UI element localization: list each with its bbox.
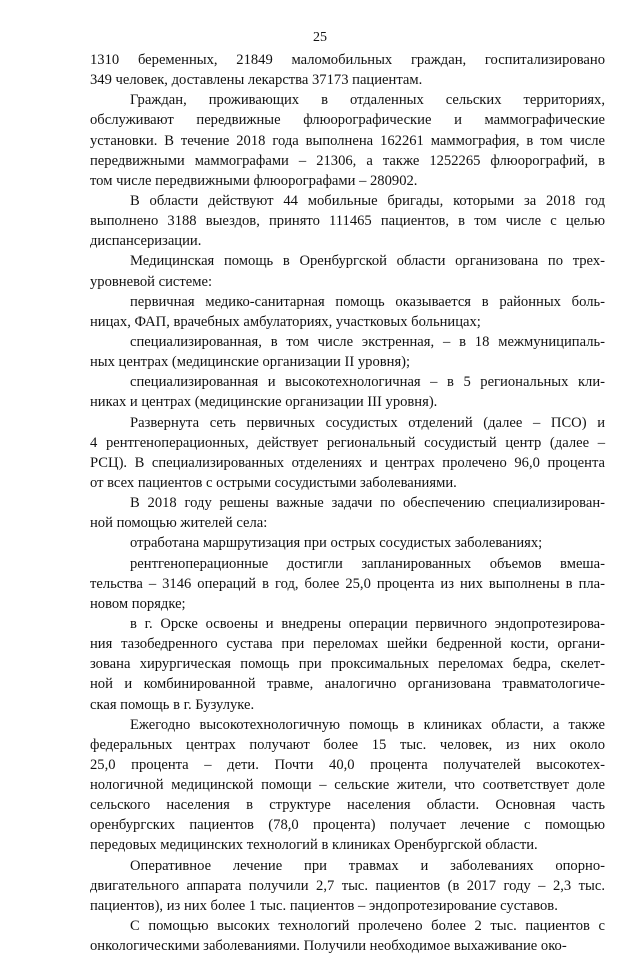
- text-line: никах и центрах (медицинские организации III уровня).: [90, 394, 438, 411]
- text-line: 25,0 процента – дети. Почти 40,0 процента получателей высокотех-: [90, 756, 605, 773]
- paragraph: [90, 191, 605, 251]
- text-line: от всех пациентов с острыми сосудистыми заболеваниями.: [90, 474, 457, 491]
- text-line: Ежегодно высокотехнологичную помощь в клиниках области, а также: [130, 716, 605, 733]
- paragraph: [90, 533, 605, 553]
- text-line: двигательного аппарата получили 2,7 тыс. пациентов (в 2017 году – 2,3 тыс.: [90, 877, 605, 894]
- text-line: С помощью высоких технологий пролечено более 2 тыс. пациентов с: [130, 918, 605, 935]
- text-line: передвижными маммографами – 21306, а также 1252265 флюорографий, в: [90, 152, 605, 169]
- text-line: Граждан, проживающих в отдаленных сельских территориях,: [130, 92, 605, 109]
- text-line: обслуживают передвижные флюорографические и маммографические: [90, 112, 605, 129]
- text-line: первичная медико-санитарная помощь оказывается в районных боль-: [130, 293, 605, 310]
- text-line: уровневой системе:: [90, 273, 213, 290]
- text-line: зована хирургическая помощь при проксимальных переломах бедра, скелет-: [90, 656, 605, 673]
- text-line: ной помощью жителей села:: [90, 515, 268, 532]
- text-line: сельского населения в структуре населения области. Основная часть: [90, 797, 605, 814]
- text-line: новом порядке;: [90, 595, 186, 612]
- text-line: Развернута сеть первичных сосудистых отделений (далее – ПСО) и: [130, 414, 605, 431]
- paragraph: [90, 90, 605, 191]
- text-line: Оперативное лечение при травмах и заболеваниях опорно-: [130, 857, 605, 874]
- text-line: 349 человек, доставлены лекарства 37173 пациентам.: [90, 72, 423, 89]
- text-line: установки. В течение 2018 года выполнена 162261 маммография, в том числе: [90, 132, 605, 149]
- paragraph: [90, 715, 605, 856]
- text-line: специализированная и высокотехнологичная – в 5 региональных кли-: [130, 374, 605, 391]
- paragraph: [90, 292, 605, 332]
- text-line: оренбургских пациентов (78,0 процента) получает лечение с помощью: [90, 817, 605, 834]
- text-line: пациентов), из них более 1 тыс. пациентов – эндопротезирование суставов.: [90, 897, 558, 914]
- body-text: [90, 50, 605, 956]
- paragraph: [90, 554, 605, 614]
- text-line: 4 рентгеноперационных, действует региональный сосудистый центр (далее –: [90, 434, 605, 451]
- paragraph: [90, 372, 605, 412]
- paragraph: [90, 413, 605, 494]
- text-line: передовых медицинских технологий в клиниках Оренбургской области.: [90, 837, 538, 854]
- paragraph: [90, 50, 605, 90]
- text-line: ния тазобедренного сустава при переломах шейки бедренной кости, органи-: [90, 636, 605, 653]
- paragraph: [90, 332, 605, 372]
- text-line: РСЦ). В специализированных отделениях и центрах пролечено 96,0 процента: [90, 454, 605, 471]
- page-number: 25: [313, 30, 327, 45]
- text-line: ных центрах (медицинские организации II уровня);: [90, 354, 411, 371]
- text-line: рентгеноперационные достигли запланированных объемов вмеша-: [130, 555, 605, 572]
- text-line: диспансеризации.: [90, 233, 202, 250]
- paragraph: [90, 251, 605, 291]
- text-line: онкологическими заболеваниями. Получили необходимое выхаживание око-: [90, 938, 567, 955]
- paragraph: [90, 614, 605, 715]
- text-line: отработана маршрутизация при острых сосудистых заболеваниях;: [130, 535, 543, 552]
- paragraph: [90, 856, 605, 916]
- text-line: В области действуют 44 мобильные бригады, которыми за 2018 год: [130, 192, 605, 209]
- text-line: ницах, ФАП, врачебных амбулаториях, участковых больницах;: [90, 313, 481, 330]
- text-line: тельства – 3146 операций в год, более 25,0 процента из них выполнены в пла-: [90, 575, 605, 592]
- paragraph: [90, 916, 605, 956]
- text-line: том числе передвижными флюорографами – 280902.: [90, 172, 418, 189]
- text-line: В 2018 году решены важные задачи по обеспечению специализирован-: [130, 495, 605, 512]
- text-line: ская помощь в г. Бузулуке.: [90, 696, 255, 713]
- text-line: специализированная, в том числе экстренная, – в 18 межмуниципаль-: [130, 333, 605, 350]
- paragraph: [90, 493, 605, 533]
- text-line: 1310 беременных, 21849 маломобильных граждан, госпитализировано: [90, 52, 605, 68]
- text-line: в г. Орске освоены и внедрены операции первичного эндопротезирова-: [130, 615, 605, 632]
- text-line: Медицинская помощь в Оренбургской области организована по трех-: [130, 253, 605, 270]
- text-line: федеральных центрах получают более 15 тыс. человек, из них около: [90, 736, 605, 753]
- text-line: выполнено 3188 выездов, принято 111465 пациентов, в том числе с целью: [90, 213, 605, 230]
- text-line: нологичной медицинской помощи – сельские жители, что соответствует доле: [90, 777, 605, 794]
- text-line: ной и комбинированной травме, аналогично организована травматологиче-: [90, 676, 605, 693]
